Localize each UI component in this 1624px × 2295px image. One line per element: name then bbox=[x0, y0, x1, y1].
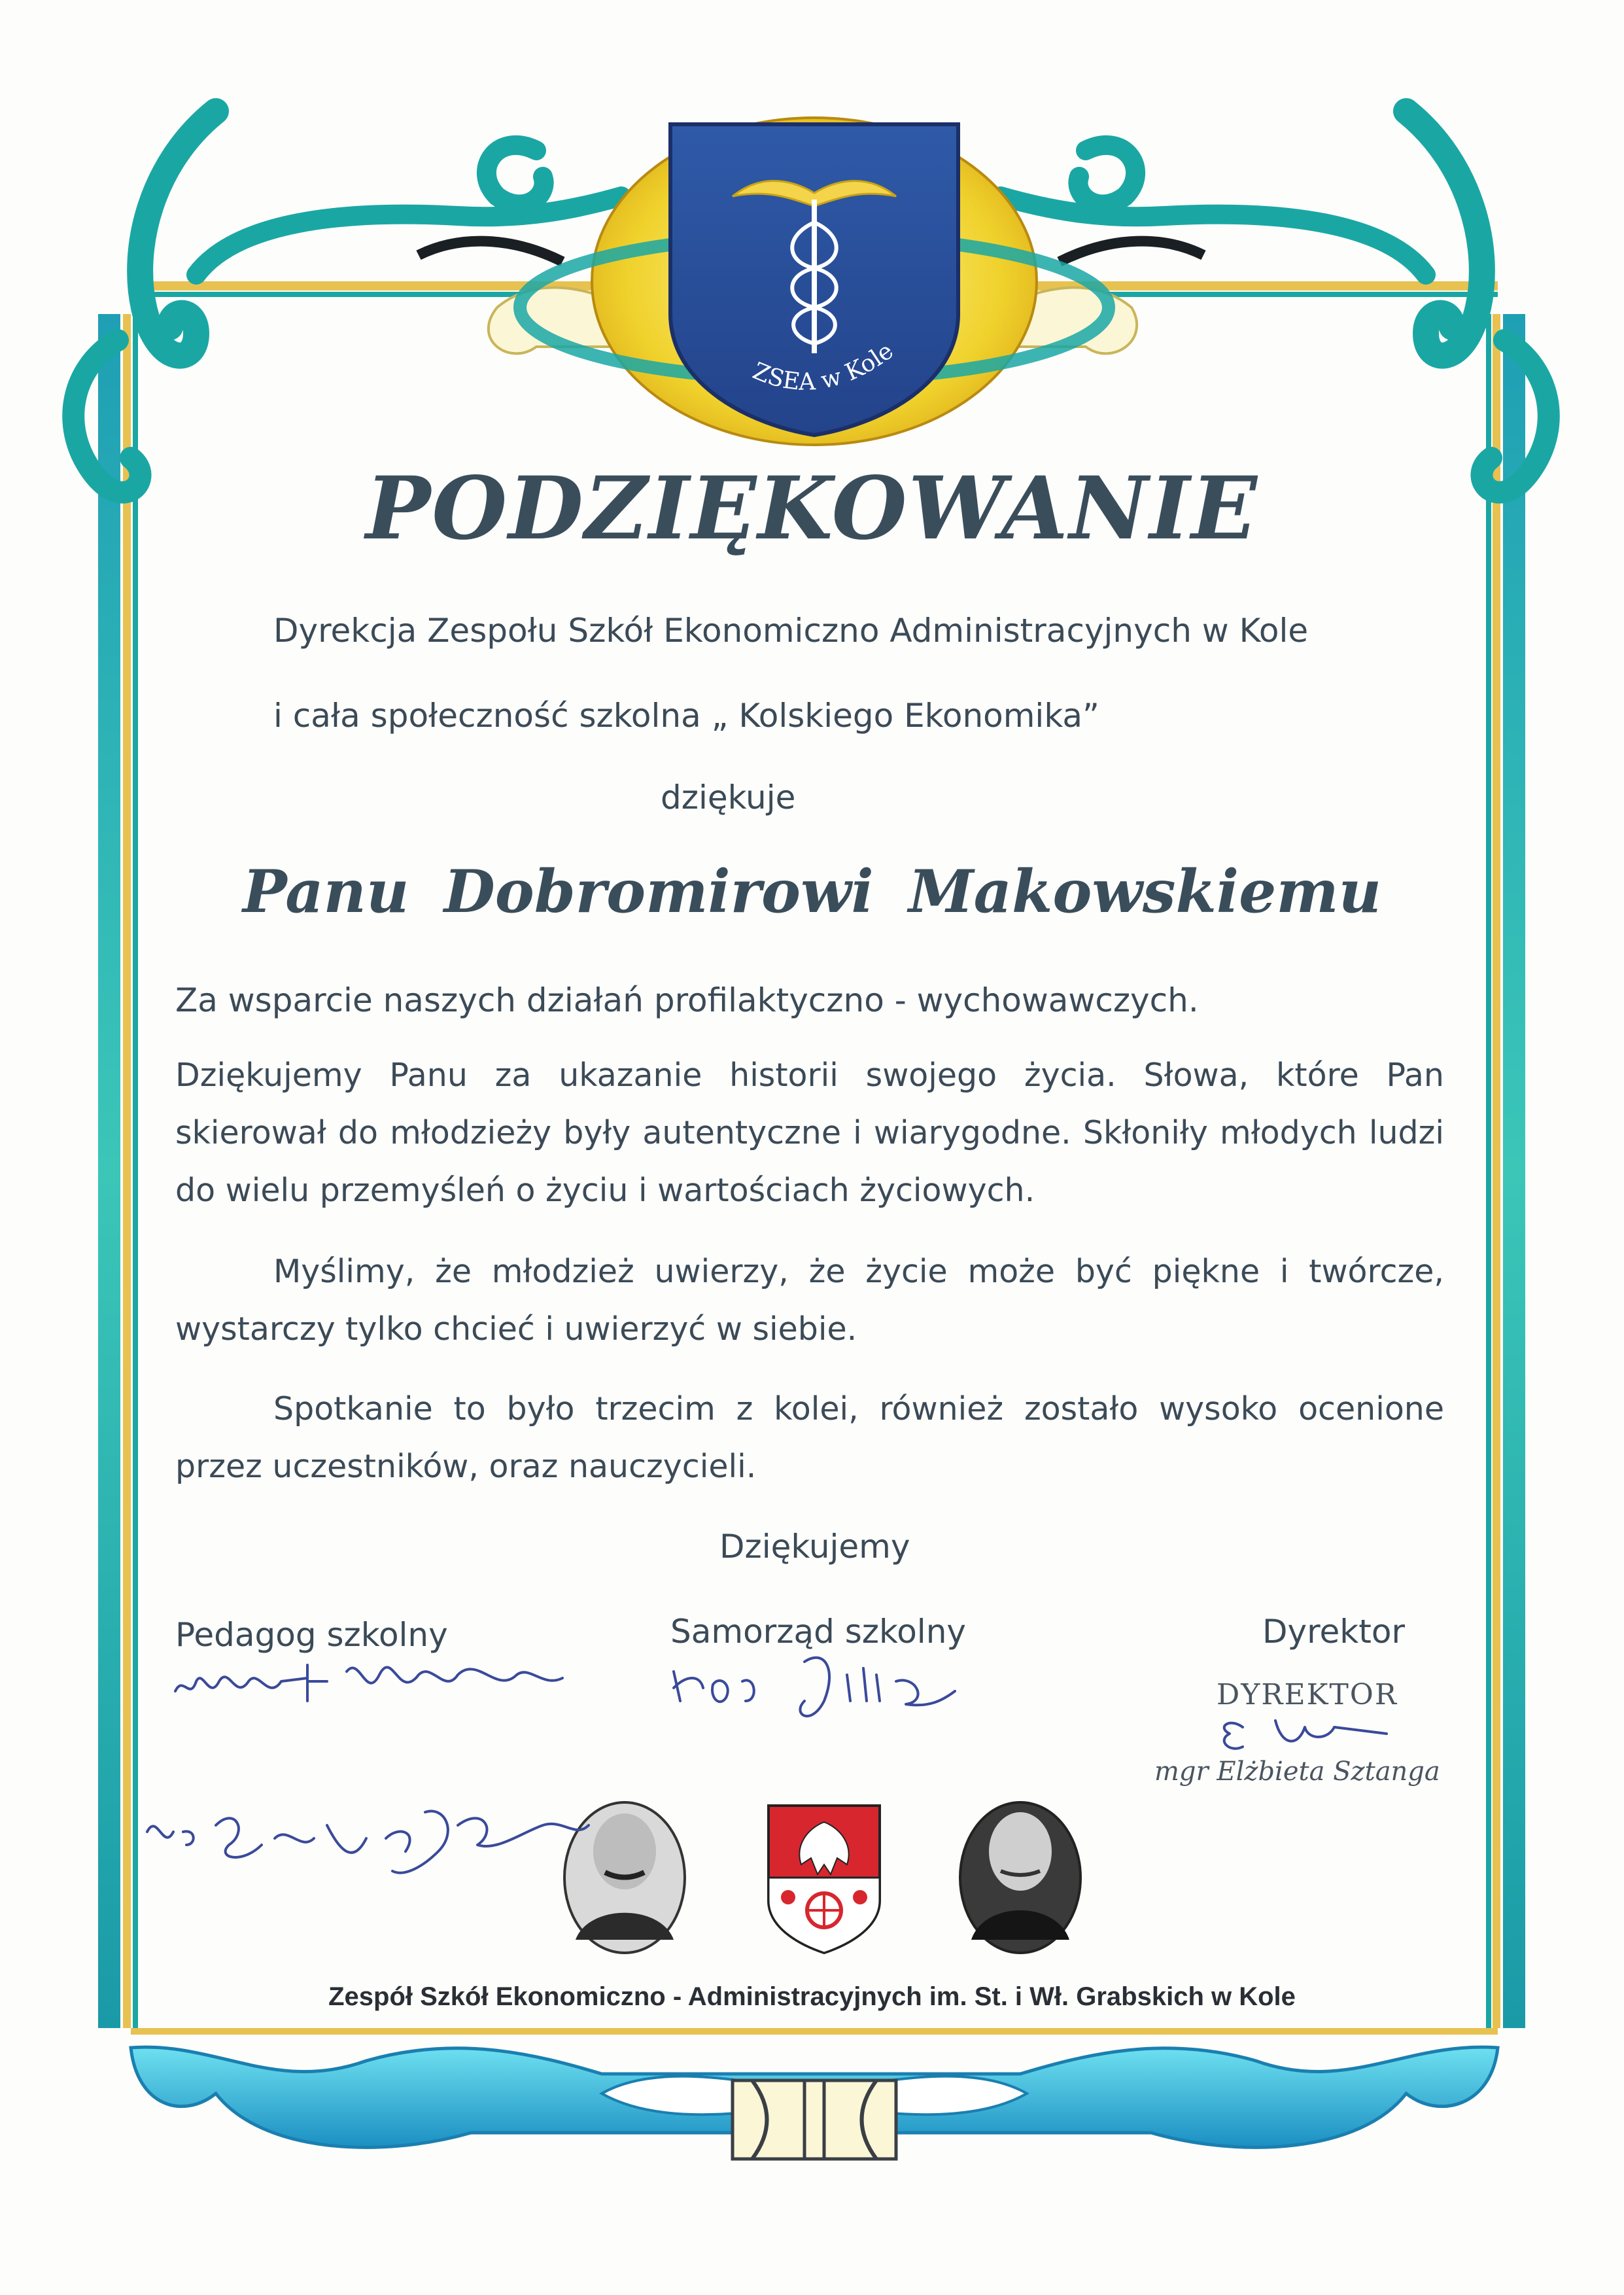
frame-bottom-rail bbox=[131, 2028, 1498, 2035]
center-signature-scribble bbox=[674, 1658, 955, 1716]
stamp-name: mgr Elżbieta Sztanga bbox=[1154, 1757, 1440, 1787]
support-paragraph: Za wsparcie naszych działań profilaktyczno - wychowawczych. bbox=[175, 981, 1199, 1019]
priest-signature-scribble bbox=[147, 1811, 589, 1872]
bottom-ornament bbox=[131, 2047, 1498, 2159]
portrait-left bbox=[564, 1802, 685, 1953]
meeting-paragraph: Spotkanie to było trzecim z kolei, również zostało wysoko ocenione przez uczestników, oraz nauczycieli. bbox=[175, 1390, 1444, 1485]
community-line: i cała społeczność szkolna „ Kolskiego Ekonomika” bbox=[273, 697, 1099, 735]
frame-right-rail bbox=[1486, 314, 1525, 2028]
director-title: Dyrektor bbox=[1262, 1613, 1406, 1651]
emblem-label: ZSEA w Kole bbox=[748, 337, 899, 396]
belief-paragraph: Myślimy, że młodzież uwierzy, że życie może być piękne i twórcze, wystarczy tylko chcieć i uwierzyć w siebie. bbox=[175, 1253, 1444, 1348]
counselor-title: Pedagog szkolny bbox=[175, 1616, 448, 1654]
thanks-verb: dziękuje bbox=[661, 779, 796, 816]
issuer-line: Dyrekcja Zespołu Szkół Ekonomiczno Administracyjnych w Kole bbox=[273, 612, 1309, 650]
coat-of-arms bbox=[769, 1806, 880, 1953]
document-title: PODZIĘKOWANIE bbox=[366, 458, 1258, 559]
recipient-name: Panu Dobromirowi Makowskiemu bbox=[242, 857, 1382, 926]
stamp-title: DYREKTOR bbox=[1217, 1678, 1398, 1711]
director-signature-scribble bbox=[1224, 1721, 1387, 1749]
school-footer: Zespół Szkół Ekonomiczno - Administracyjnych im. St. i Wł. Grabskich w Kole bbox=[328, 1982, 1296, 2011]
student-council-title: Samorząd szkolny bbox=[670, 1613, 966, 1651]
left-signature-scribble bbox=[175, 1665, 562, 1701]
portrait-right bbox=[960, 1802, 1080, 1953]
frame-left-rail bbox=[98, 314, 138, 2028]
thanks-paragraph: Dziękujemy Panu za ukazanie historii swojego życia. Słowa, które Pan skierował do młodzieży były autentyczne i wiarygodne. Skłoniły młodych ludzi do wielu przemyśleń o życiu i wartościach życiowych. bbox=[175, 1057, 1444, 1209]
school-emblem-shield bbox=[670, 124, 958, 435]
closing-thanks: Dziękujemy bbox=[719, 1528, 910, 1566]
